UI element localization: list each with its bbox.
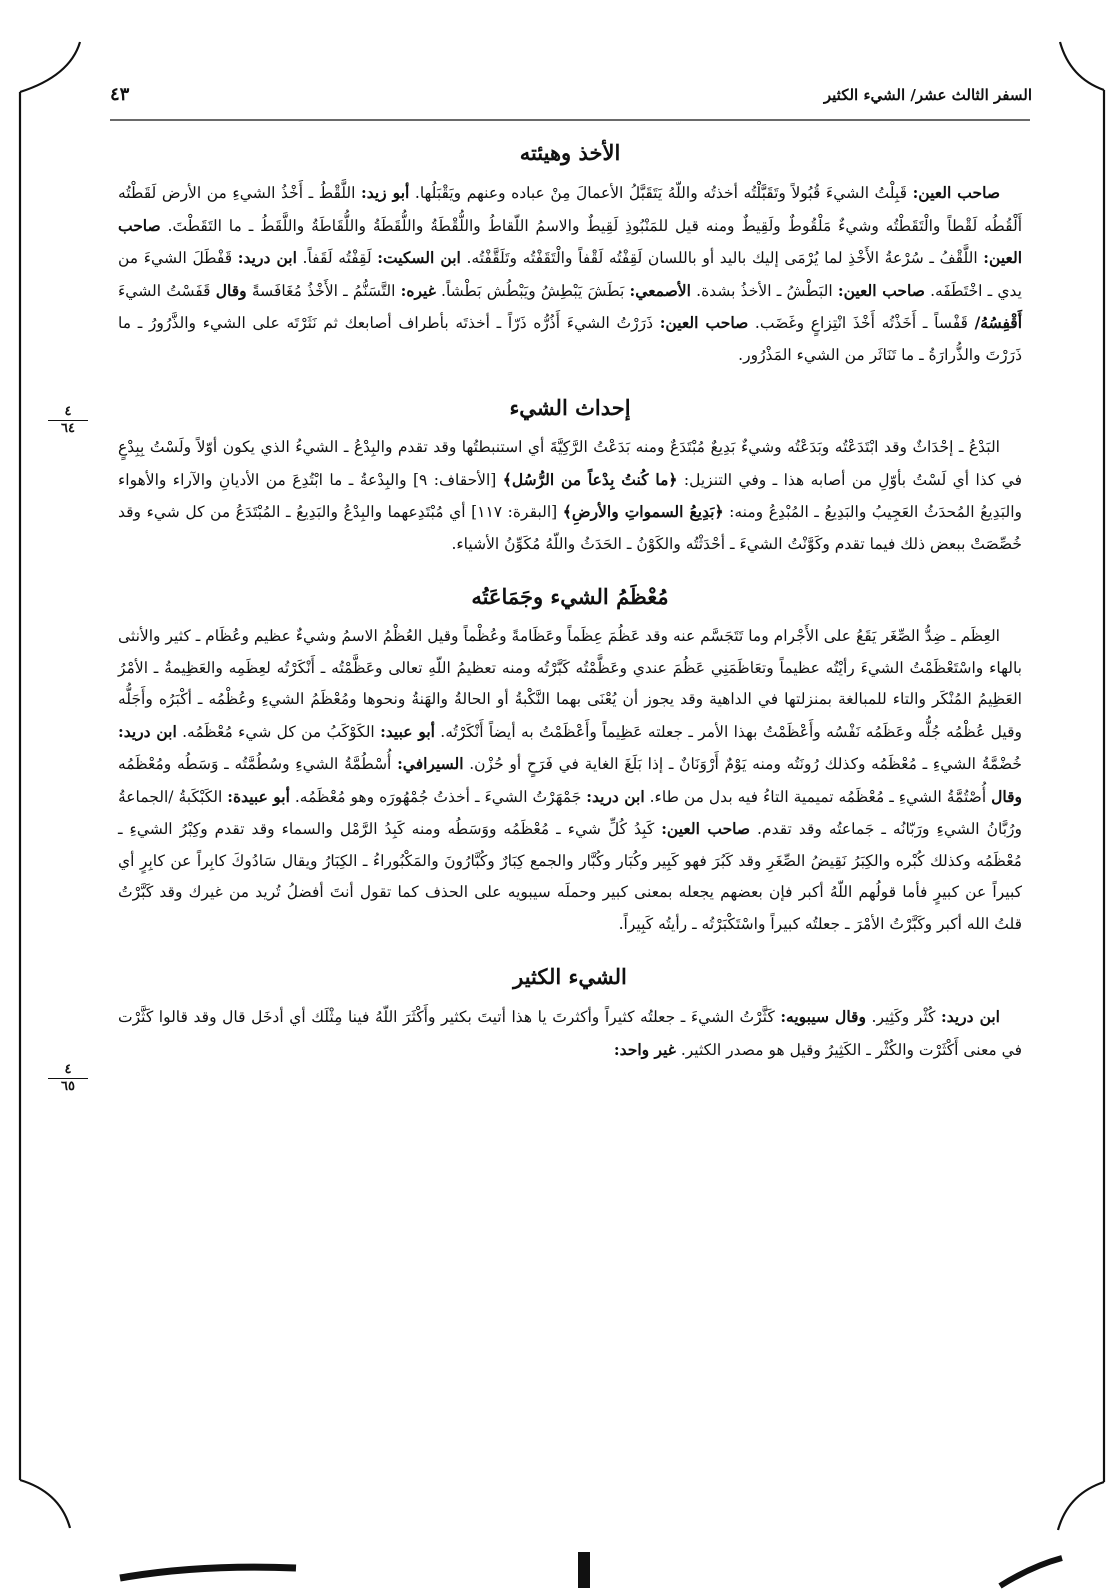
source-label: أبو عبيد:	[380, 721, 435, 741]
text-run: كَثَّرْتُ الشيءَ ـ جعلتُه كثيراً وأكثرتَ يا هذا أتيتَ بكثير وأَكْثَرَ اللّهُ فينا مِثْلَك أي أدخَل قال وقد قالوا كَثَّرْت في معنى أَكْثَرْت والكُثْر ـ الكَثِيرُ وقيل هو مصدر الكثير.	[118, 1008, 1022, 1059]
text-run: قَبِلْتُ الشيءَ قُبُولاً وتَقَبَّلْتُه أخذتُه واللّهُ يَتَقَبَّلُ الأعمالَ مِنْ عباده وعنهم ويَقْبَلُها.	[409, 184, 913, 202]
text-run: لَقِفْتُه لَقَفاً.	[296, 249, 378, 267]
source-label: ابن دريد:	[118, 721, 177, 741]
text-run: العِظَم ـ ضِدُّ الصِّغَر يَقَعُ على الأَجْرام وما تَتَجَسَّم عنه وقد عَظُمَ عِظَماً وعَظَامةً وعُظْماً وقيل العُظْمُ الاسمُ وشيءٌ عظيم وعُظَام ـ كثير والأنثى بالهاء واسْتَعْظَمْتُ الشيءَ رأيْتُه عظيماً وتعَاظَمَنِي عَظُمَ عندي وعَظَّمْتُه كَبَّرْتُه ومنه تعظيمُ اللّهِ تعالى وعَظَّمْتُه ـ أَنْكَرْتُه لعِظَمِه والعَظِيمةُ ـ الأمْرُ العَظِيمُ المُنْكَر والتاء للمبالغة بمنزلتها في الداهية وقد يجوز أن يُعْنَى بهما النَّكْبةُ أو الحالةُ والهَنةُ ونحوها ومُعْظَمُ الشيءِ وعُظْمُه ـ أكْبَرُه وأَجَلُّه وقيل عُظْمُه جُلُّه وعَظَمُه نَفْسُه وأَعْظَمْتُ بهذا الأمر ـ جعلته عَظِيماً وأَعْظَمْتُ به أيضاً أَنْكَرْتُه.	[118, 627, 1022, 741]
text-run: قَفَسْتُ الشيءَ	[118, 281, 216, 300]
section-title: الأخذ وهيئته	[519, 140, 621, 165]
margin-note-denominator: ٦٥	[61, 1079, 75, 1094]
section-greater-part	[118, 584, 1022, 940]
text-run: [البقرة: ١١٧] أي مُبْتَدِعهما والبِدْعُ والبَدِيعُ ـ المُبْتَدَعُ من كل شيء وقد خُصِّصَتْ ببعض ذلك فيما تقدم وكَوَّنْتُ الشيءَ ـ أحْدَثْتُه والكَوْنُ ـ الحَدَثُ واللّهُ مُكَوِّنُ الأشياء.	[118, 503, 1022, 553]
margin-note-denominator: ٦٤	[61, 421, 75, 436]
text-run: جَمْهَرْتُ الشيءَ ـ أخذتُ جُمْهُورَه وهو مُعْظَمُه.	[289, 787, 587, 806]
source-label: وقال	[215, 280, 247, 300]
source-label: صاحب العين:	[661, 819, 751, 838]
text-run: قَفْساً ـ أَخَذْتُه أَخْذَ انْتِزاعٍ وغَضَب.	[748, 314, 975, 332]
source-label: ابن السكيت:	[377, 248, 461, 267]
source-label: صاحب العين:	[912, 183, 1000, 202]
text-run: ذَرَرْتُ الشيءَ أَذُرُّه ذَرّاً ـ أخذتَه بأطراف أصابعك ثم نَثَرْتَه على الشيء والذَّرُورُ ـ ما ذَرَرْتَ والذُّرارَةُ ـ ما تَنَاثَر من الشيء المَذْرُور.	[118, 314, 1022, 364]
text-run: [الأحقاف: ٩] والبِدْعةُ ـ ما ابْتُدِعَ من الأديانِ والآراء والأهواء والبَدِيعُ المُحدَثُ العَجِيبُ والبَدِيعُ ـ المُبْدِعُ ومنه:	[118, 470, 1023, 521]
source-label: ابن دريد:	[586, 786, 645, 806]
source-label: غير واحد:	[613, 1039, 676, 1059]
page-number: ٤٣	[110, 84, 130, 105]
margin-note-1	[48, 404, 88, 437]
margin-note-2	[48, 1062, 88, 1095]
section-taking	[118, 140, 1022, 371]
section-paragraph	[118, 432, 1022, 560]
running-title: السفر الثالث عشر/ الشيء الكثير	[823, 86, 1032, 104]
section-abundance	[118, 964, 1022, 1066]
text-run: الكَبْكَبةُ /الجماعةُ ورُبَّانُ الشيءِ ورَبّانُه ـ جَماعتُه وقد تقدم.	[118, 787, 1022, 838]
section-paragraph	[118, 621, 1022, 940]
text-run: قَفْطَلَ الشيءَ من يدي ـ اخْتَطَفَه.	[118, 249, 1022, 300]
page-header	[110, 84, 1032, 110]
section-title: الشيء الكثير	[513, 964, 627, 989]
source-label: ﴿بَدِيعُ السمواتِ والأرضِ﴾	[562, 502, 724, 521]
text-run: كُثْر وكَثِير.	[865, 1008, 941, 1026]
source-label: ابن دريد:	[940, 1007, 1000, 1026]
section-paragraph	[118, 177, 1022, 371]
bottom-edge-marks	[0, 1548, 1118, 1590]
text-run: اللَّقْطُ ـ أَخْذُ الشيءِ من الأرض لَقَطْتُه أَلْقُطُه لَقْطاً والْتَقَطْتُه وشيءٌ مَلْقُوطٌ ولَقِيطٌ ومنه قيل للمَنْبُوذِ لَقِيطٌ والاسمُ اللّقاطُ واللُّقْطَةُ واللُّقَطَةُ واللُّقَاطَةُ واللَّقَطُ ـ ما التَقَطْتَ.	[118, 184, 1022, 235]
source-label: وقال	[991, 786, 1022, 806]
section-title: إحداث الشيء	[509, 395, 631, 420]
source-label: صاحب العين:	[837, 280, 925, 300]
margin-note-numerator: ٤	[48, 1062, 88, 1079]
source-label: السيرافي:	[397, 754, 464, 773]
source-label: ﴿ما كُنتُ بِدْعاً من الرُّسُل﴾	[502, 469, 678, 489]
text-run: التَّسَنُّمُ ـ الأَخْذُ مُغَافَسةً	[246, 281, 401, 300]
source-label: الأصمعي:	[629, 280, 691, 300]
source-label: صاحب العين:	[659, 313, 749, 332]
text-run: البَدْعُ ـ إحْدَاثٌ وقد ابْتَدَعْتُه وبَدَعْتُه وشيءٌ بَدِيعٌ مُبْتَدَعٌ ومنه بَدَعْتُ الرَّكِيَّةَ أي استنبطتُها وقد تقدم والبِدْعُ ـ الشيءُ الذي يكون أوّلاً ولَسْتُ بِبِدْعٍ في كذا أي لَسْتُ بأوّلِ من أصابه هذا ـ وفي التنزيل:	[118, 438, 1023, 489]
source-label: صاحب العين:	[118, 215, 1023, 267]
text-run: أُسْطُمَّةُ الشيءِ وسُطُمَّتُه ـ وَسَطُه ومُعْظَمُه	[118, 755, 398, 773]
text-run: خُضْمَّةُ الشيءِ ـ مُعْظَمُه وكذلك رُونَتُه ومنه يَوْمٌ أَرْوَنَانٌ ـ إذا بَلَغَ الغاية في فَرَحٍ أو حُزْن.	[463, 755, 1022, 773]
source-label: أبو عبيدة:	[227, 786, 290, 806]
section-creation	[118, 395, 1022, 560]
text-run: اللَّقْفُ ـ سُرْعةُ الأَخْذِ لما يُرْمَى إليك باليد أو باللسان لَقِفْتُه لَقْفاً والْتَقَفْتُه وتَلَقَّفْتُه.	[460, 249, 984, 267]
text-run: البَطْشُ ـ الأخذُ بشدة.	[690, 281, 838, 300]
source-label: غيره:	[400, 280, 436, 300]
text-run: كَبِدُ كُلِّ شيء ـ مُعْظَمُه ووَسَطُه ومنه كَبِدُ الرَّمْل والسماء وقد تقدم وكِبْرُ الشيءِ ـ مُعْظَمُه وكذلك كُبْره والكِبَرُ نَقِيضُ الصِّغَرِ وقد كَبُرَ فهو كَبِير وكُبَار وكُبَّار والجمع كِبَارٌ وكُبَّارُونَ والمَكْبُوراءُ ـ الكِبَارُ ويقال سَادُوكَ كابِراً عن كابِرٍ أي كبيراً عن كبيرٍ فأما قولُهم اللّهُ أكبر فإن بعضهم يجعله بمعنى كبير وحملَه سيبويه على الحذف كما تقول أنتَ أفضلُ تُريد من غيرك وقد كَبَّرْتُ قلتُ الله أكبر وكَبَّرْتُ الأمْرَ ـ جعلتُه كبيراً واسْتَكْبَرْتُه ـ رأيتُه كَبِيراً.	[118, 820, 1022, 933]
source-label: ابن دريد:	[237, 248, 297, 267]
text-run: أُصْتُمَّةُ الشيءِ ـ مُعْظَمُه تميمية التاءُ فيه بدل من طاء.	[644, 787, 992, 806]
text-run: بَطَشَ يَبْطِشُ ويَبْطُش بَطْشاً.	[435, 281, 630, 300]
page-body	[118, 140, 1022, 1090]
source-label: أبو زيد:	[361, 183, 410, 202]
source-label: وقال سيبويه:	[780, 1007, 866, 1026]
section-paragraph	[118, 1001, 1022, 1066]
text-run: الكَوْكَبُ من كل شيء مُعْظَمُه.	[176, 722, 381, 741]
section-title: مُعْظَمُ الشيء وجَمَاعَتُه	[471, 584, 669, 609]
source-label: أَقْفِسُهُ/	[974, 313, 1022, 332]
margin-note-numerator: ٤	[48, 404, 88, 421]
